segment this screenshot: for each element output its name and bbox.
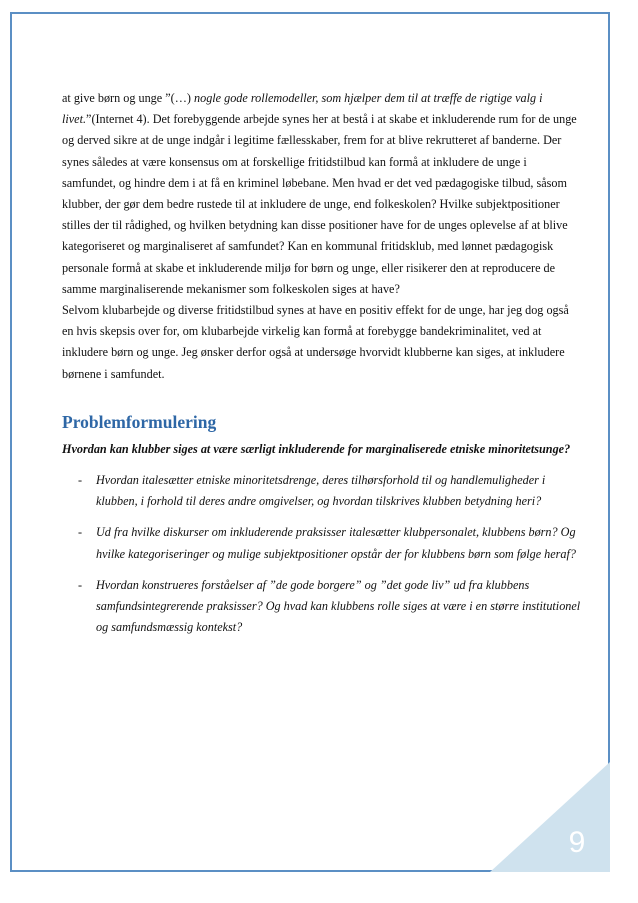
body-paragraph-1	[62, 88, 582, 300]
subquestion-text: Ud fra hvilke diskurser om inkluderende praksisser italesætter klubpersonalet, klubbens børn? Og hvilke kategoriseringer og mulige subjektpositioner opstår der for klubbens børn som følge heraf?	[96, 525, 576, 561]
research-question: Hvordan kan klubber siges at være særligt inkluderende for marginaliserede etniske minoritetsunge?	[62, 441, 571, 456]
quote-text: nogle gode rollemodeller, som hjælper dem til at træffe de rigtige valg i livet.	[62, 91, 543, 127]
subquestion-text: Hvordan italesætter etniske minoritetsdrenge, deres tilhørsforhold til og handlemuligheder i klubben, i forhold til deres andre omgivelser, og hvordan tilskrives klubben betydning heri?	[96, 473, 546, 509]
subquestion-2	[62, 522, 582, 564]
paragraph-intro: at give børn og unge ”(…)	[62, 91, 194, 105]
page-number: 9	[568, 826, 586, 859]
subquestion-3	[62, 575, 582, 639]
body-paragraph-2: Selvom klubarbejde og diverse fritidstilbud synes at have en positiv effekt for de unge, har jeg dog også en hvis skepsis over for, om klubarbejde virkelig kan formå at forebygge bandekriminalitet, ved at inkludere børn og unge. Jeg ønsker derfor også at undersøge hvorvidt klubberne kan siges, at inkludere børnene i samfundet.	[62, 303, 569, 381]
dash-bullet: -	[78, 525, 83, 540]
page-content	[62, 88, 582, 638]
subquestion-text: Hvordan konstrueres forståelser af ”de gode borgere” og ”det gode liv” ud fra klubbens samfundsintegrerende praksisser? Og hvad kan klubbens rolle siges at være i en større institutionel og samfundsmæssig kontekst?	[96, 577, 581, 635]
section-heading: Problemformulering	[62, 411, 217, 432]
dash-bullet: -	[78, 577, 83, 592]
subquestion-1	[62, 470, 582, 512]
dash-bullet: -	[78, 473, 83, 488]
paragraph-rest: ”(Internet 4). Det forebyggende arbejde synes her at bestå i at skabe et inkluderende rum for de unge og derved sikre at de unge indgår i legitime fællesskaber, frem for at blive rekrutteret af banderne. Der synes således at være konsensus om at forskellige fritidstilbud kan formå at inkludere de unge i samfundet, og hindre dem i at få en kriminel løbebane. Men hvad er det ved pædagogiske tilbud, såsom klubber, der gør dem bedre rustede til at inkludere de unge, end folkeskolen? Hvilke subjektpositioner stilles der til rådighed, og hvilken betydning kan disse positioner have for de unges oplevelse af at blive kategoriseret og marginaliseret af samfundet? Kan en kommunal fritidsklub, med lønnet pædagogisk personale formå at skabe et inkluderende miljø for børn og unge, eller risikerer den at reproducere de samme marginaliserende mekanismer som folkeskolen siges at have?	[62, 112, 577, 296]
